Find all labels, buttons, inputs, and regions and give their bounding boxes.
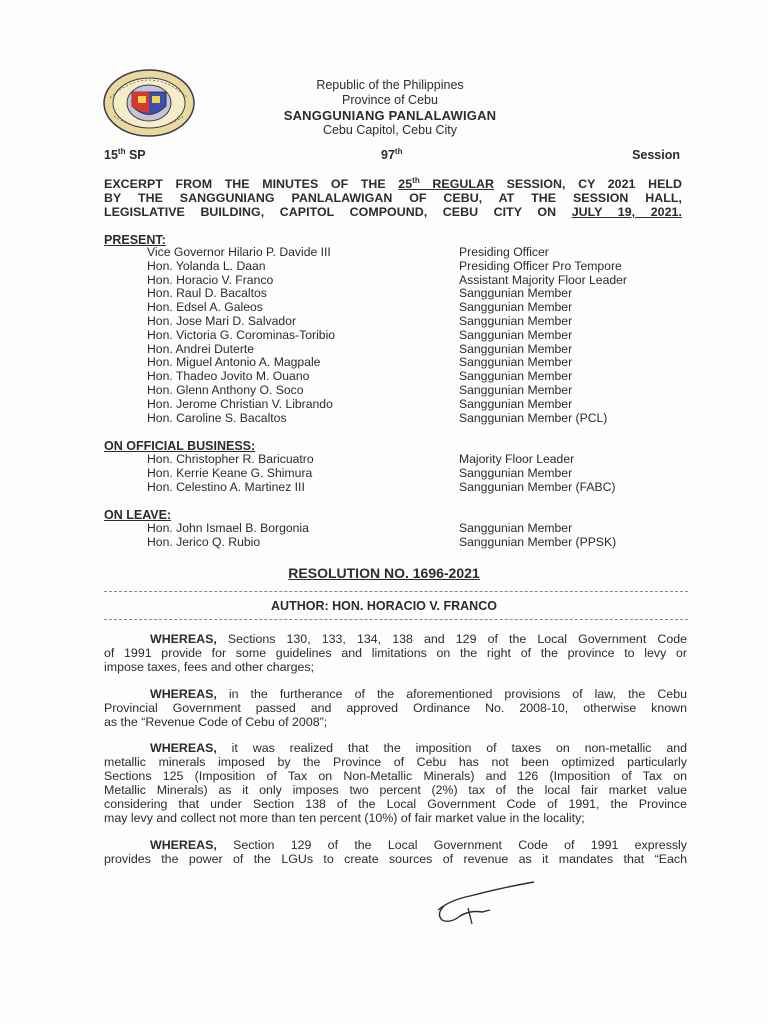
signature-icon [430, 880, 540, 928]
list-item: Hon. Glenn Anthony O. Soco Sanggunian Member [147, 382, 573, 397]
list-item: Hon. Celestino A. Martinez III Sanggunian Member (FABC) [147, 479, 616, 494]
list-item: Hon. Christopher R. Baricuatro Majority Floor Leader [147, 452, 575, 466]
republic-line: Republic of the Philippines [316, 78, 464, 92]
present-heading: PRESENT: [104, 233, 166, 247]
list-item: Hon. Jose Mari D. Salvador Sanggunian Member [147, 313, 573, 328]
official-business-list [147, 453, 687, 494]
list-item: Hon. Jerome Christian V. Librando Sanggunian Member [147, 396, 573, 411]
provincial-seal-icon [102, 68, 196, 138]
list-item: Hon. Thadeo Jovito M. Ouano Sanggunian Member [147, 369, 573, 384]
on-leave-heading: ON LEAVE: [104, 508, 172, 522]
resolution-number: RESOLUTION NO. 1696-2021 [288, 565, 480, 581]
list-item: Hon. Yolanda L. Daan Presiding Officer Pro Tempore [147, 258, 622, 273]
list-item: Hon. Kerrie Keane G. Shimura Sanggunian Member [147, 465, 573, 480]
address-line: Cebu Capitol, Cebu City [322, 123, 458, 137]
list-item: Hon. John Ismael B. Borgonia Sanggunian Member [147, 521, 573, 535]
official-business-heading: ON OFFICIAL BUSINESS: [104, 439, 256, 453]
list-item: Hon. Miguel Antonio A. Magpale Sanggunian Member [147, 355, 573, 370]
list-item: Hon. Horacio V. Franco Assistant Majority Floor Leader [147, 272, 627, 287]
whereas-paragraph-1: WHEREAS, Sections 130, 133, 134, 138 and 129 of the Local Government Code of 1991 provide for some guidelines and limitations on the right of the province to levy or impose taxes, fees and other charges; [104, 632, 687, 674]
whereas-paragraph-2: WHEREAS, in the furtherance of the aforementioned provisions of law, the Cebu Provincial Government passed and approved Ordinance No. 2008-10, otherwise known as the “Revenue Code of Cebu of 2008”; [104, 687, 687, 729]
divider [104, 619, 688, 620]
session-label: Session [632, 148, 680, 162]
province-line: Province of Cebu [342, 93, 438, 107]
letterhead [200, 78, 580, 138]
session-number: 97th [381, 146, 403, 162]
on-leave-list [147, 522, 687, 550]
list-item: Hon. Edsel A. Galeos Sanggunian Member [147, 300, 573, 315]
office-name: SANGGUNIANG PANLALAWIGAN [283, 108, 497, 123]
list-item: Hon. Caroline S. Bacaltos Sanggunian Member (PCL) [147, 410, 608, 425]
whereas-paragraph-3: WHEREAS, it was realized that the imposition of taxes on non-metallic and metallic minerals imposed by the Province of Cebu has not been optimized particularly Sections 125 (Imposition of Tax on Non-Metallic Minerals) and 126 (Imposition of Tax on Metallic Minerals) as it only imposes two percent (2%) tax of the local fair market value considering that under Section 138 of the Local Government Code of 1991, the Province may levy and collect not more than ten percent (10%) of fair market value in the locality; [104, 741, 687, 825]
list-item: Hon. Raul D. Bacaltos Sanggunian Member [147, 286, 573, 301]
list-item: Vice Governor Hilario P. Davide III Presiding Officer [147, 245, 549, 259]
list-item: Hon. Victoria G. Corominas-Toribio Sanggunian Member [147, 327, 573, 342]
divider [104, 591, 688, 592]
resolution-author: AUTHOR: HON. HORACIO V. FRANCO [271, 599, 497, 613]
present-list [147, 246, 687, 425]
sp-number: 15th SP [104, 146, 146, 162]
list-item: Hon. Andrei Duterte Sanggunian Member [147, 341, 573, 356]
whereas-paragraph-4: WHEREAS, Section 129 of the Local Government Code of 1991 expressly provides the power of the LGUs to create sources of revenue as it mandates that “Each [104, 838, 687, 866]
excerpt-heading: EXCERPT FROM THE MINUTES OF THE 25th REGULAR SESSION, CY 2021 HELD BY THE SANGGUNIANG PANLALAWIGAN OF CEBU, AT THE SESSION HALL, LEGISLATIVE BUILDING, CAPITOL COMPOUND, CEBU CITY ON JULY 19, 2021. [104, 175, 682, 219]
session-row [104, 148, 680, 166]
list-item: Hon. Jerico Q. Rubio Sanggunian Member (PPSK) [147, 534, 617, 549]
